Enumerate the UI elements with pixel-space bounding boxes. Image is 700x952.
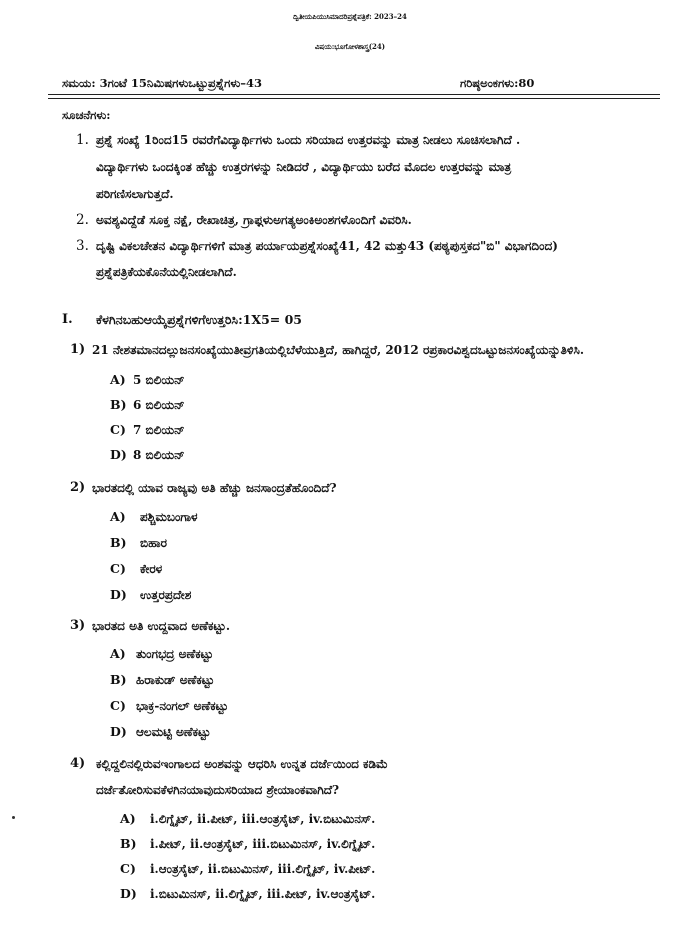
option-letter: C) [110, 561, 126, 576]
header-divider-top [48, 94, 660, 95]
instruction-line: ಅವಶ್ಯವಿದ್ದೆಡೆ ಸೂಕ್ತ ನಕ್ಷೆ, ರೇಖಾಚಿತ್ರ, ಗ್ರಾಫ್ಗಳುಅಗತ್ಯಅಂಕಿಅಂಶಗಳೊಂದಿಗೆ ವಿವರಿಸಿ. [96, 213, 412, 227]
option-letter: A) [110, 509, 126, 524]
option-text: i.ಲಿಗ್ನೈಟ್, ii.ಪೀಟ್, iii.ಆಂತ್ರಸೈಟ್, iv.ಬಿಟುಮಿನಸ್. [150, 812, 376, 826]
max-marks: ಗರಿಷ್ಠಅಂಕಗಳು:80 [460, 76, 535, 90]
option-text: ಆಲಮಟ್ಟಿ ಅಣೆಕಟ್ಟು [136, 725, 211, 739]
question-number: 4) [70, 756, 86, 771]
paper-title: ದ್ವಿತೀಯಪಿಯುಸಿಮಾದರಿಪ್ರಶ್ನೆಪತ್ರಿಕೆ: 2023–24 [293, 12, 407, 21]
option-text: 8 ಬಿಲಿಯನ್ [133, 448, 185, 462]
question-number: 3) [70, 618, 86, 633]
option-text: ಬಿಹಾರ [140, 536, 167, 550]
option-letter: D) [110, 447, 127, 462]
instruction-line: ಪರಿಗಣಿಸಲಾಗುತ್ತದೆ. [96, 187, 174, 201]
option-text: 6 ಬಿಲಿಯನ್ [133, 398, 185, 412]
question-text: ಭಾರತದ ಅತಿ ಉದ್ದವಾದ ಅಣೆಕಟ್ಟು. [92, 619, 231, 633]
option-letter: B) [120, 836, 137, 851]
section-title: ಕೆಳಗಿನಬಹುಆಯ್ಕೆಪ್ರಶ್ನೆಗಳಿಗೆಉತ್ತರಿಸಿ:1X5= 05 [96, 312, 302, 327]
option-letter: D) [110, 587, 127, 602]
option-letter: C) [120, 861, 136, 876]
option-text: ಉತ್ತರಪ್ರದೇಶ [140, 588, 192, 602]
option-letter: B) [110, 535, 127, 550]
question-text: ಕಲ್ಲಿದ್ದಲಿನಲ್ಲಿರುವಇಂಗಾಲದ ಅಂಶವನ್ನು ಆಧರಿಸಿ ಉನ್ನತ ದರ್ಜೆಯಿಂದ ಕಡಿಮೆ [96, 757, 388, 771]
instruction-line: ದೃಷ್ಟಿ ವಿಕಲಚೇತನ ವಿದ್ಯಾರ್ಥಿಗಳಿಗೆ ಮಾತ್ರ ಪರ್ಯಾಯಪ್ರಶ್ನೆಸಂಖ್ಯೆ41, 42 ಮತ್ತು43 (ಪಠ್ಯಪುಸ್ತಕದ"ಬಿ" ವಿಭಾಗದಿಂದ) [96, 239, 558, 253]
option-text: ಪಶ್ಚಿಮಬಂಗಾಳ [140, 510, 198, 524]
option-text: 5 ಬಿಲಿಯನ್ [133, 373, 185, 387]
question-text: 21 ನೇಶತಮಾನದಲ್ಲುಜನಸಂಖ್ಯೆಯುತೀವ್ರಗತಿಯಲ್ಲಿಬೆಳೆಯುತ್ತಿದೆ, ಹಾಗಿದ್ದರೆ, 2012 ರಪ್ರಕಾರವಿಶ್ವದಒಟ್ಟುಜನಸಂಖ್ಯೆಯನ್ನುತಿಳಿಸಿ. [92, 343, 585, 357]
option-text: ತುಂಗಭದ್ರ ಅಣೆಕಟ್ಟು [136, 647, 214, 661]
question-text: ದರ್ಜೆತೋರಿಸುವಕೆಳಗಿನಯಾವುದುಸರಿಯಾದ ಶ್ರೇಯಾಂಕವಾಗಿದೆ? [96, 783, 340, 797]
scan-dot [12, 816, 15, 819]
option-text: i.ಬಿಟುಮಿನಸ್, ii.ಲಿಗ್ನೈಟ್, iii.ಪೀಟ್, iv.ಆಂತ್ರಸೈಟ್. [150, 887, 376, 901]
option-letter: C) [110, 698, 126, 713]
option-text: ಭಾಕ್ರ-ನಂಗಲ್ ಅಣೆಕಟ್ಟು [136, 699, 229, 713]
option-letter: D) [110, 724, 127, 739]
instruction-number: 2. [76, 212, 89, 228]
option-text: ಕೇರಳ [140, 562, 163, 576]
option-letter: B) [110, 397, 127, 412]
subject-title: ವಿಷಯ:ಭೂಗೋಳಶಾಸ್ತ್ರ(24) [314, 42, 386, 51]
option-letter: D) [120, 886, 137, 901]
instruction-line: ವಿದ್ಯಾರ್ಥಿಗಳು ಒಂದಕ್ಕಿಂತ ಹೆಚ್ಚು ಉತ್ತರಗಳನ್ನು ನೀಡಿದರೆ , ವಿದ್ಯಾರ್ಥಿಯು ಬರೆದ ಮೊದಲ ಉತ್ತರವನ್ನು ಮಾತ್ರ [96, 160, 512, 174]
question-number: 2) [70, 480, 86, 495]
option-text: 7 ಬಿಲಿಯನ್ [133, 423, 185, 437]
time-and-questions: ಸಮಯ: 3ಗಂಟೆ 15ನಿಮಿಷಗಳುಒಟ್ಟುಪ್ರಶ್ನೆಗಳು–43 [62, 76, 263, 90]
instruction-line: ಪ್ರಶ್ನೆಪತ್ರಿಕೆಯಕೊನೆಯಲ್ಲಿನೀಡಲಾಗಿದೆ. [96, 265, 237, 279]
header-divider-bottom [48, 98, 660, 99]
option-letter: A) [110, 372, 126, 387]
instructions-heading: ಸೂಚನೆಗಳು: [62, 108, 111, 122]
instruction-line: ಪ್ರಶ್ನೆ ಸಂಖ್ಯೆ 1ರಿಂದ15 ರವರೆಗೆವಿದ್ಯಾರ್ಥಿಗಳು ಒಂದು ಸರಿಯಾದ ಉತ್ತರವನ್ನು ಮಾತ್ರ ನೀಡಲು ಸೂಚಿಸಲಾಗಿದೆ . [96, 133, 521, 147]
option-letter: A) [120, 811, 136, 826]
option-text: ಹಿರಾಕುಡ್ ಅಣೆಕಟ್ಟು [136, 673, 215, 687]
instruction-number: 3. [76, 238, 89, 254]
option-letter: C) [110, 422, 126, 437]
instruction-number: 1. [76, 132, 89, 148]
question-number: 1) [70, 342, 86, 357]
option-letter: B) [110, 672, 127, 687]
section-number: I. [62, 312, 73, 327]
question-text: ಭಾರತದಲ್ಲಿ ಯಾವ ರಾಜ್ಯವು ಅತಿ ಹೆಚ್ಚು ಜನಸಾಂದ್ರತೆಹೊಂದಿದೆ? [92, 481, 337, 495]
option-text: i.ಆಂತ್ರಸೈಟ್, ii.ಬಿಟುಮಿನಸ್, iii.ಲಿಗ್ನೈಟ್, iv.ಪೀಟ್. [150, 862, 376, 876]
option-letter: A) [110, 646, 126, 661]
option-text: i.ಪೀಟ್, ii.ಆಂತ್ರಸೈಟ್, iii.ಬಿಟುಮಿನಸ್, iv.ಲಿಗ್ನೈಟ್. [150, 837, 376, 851]
